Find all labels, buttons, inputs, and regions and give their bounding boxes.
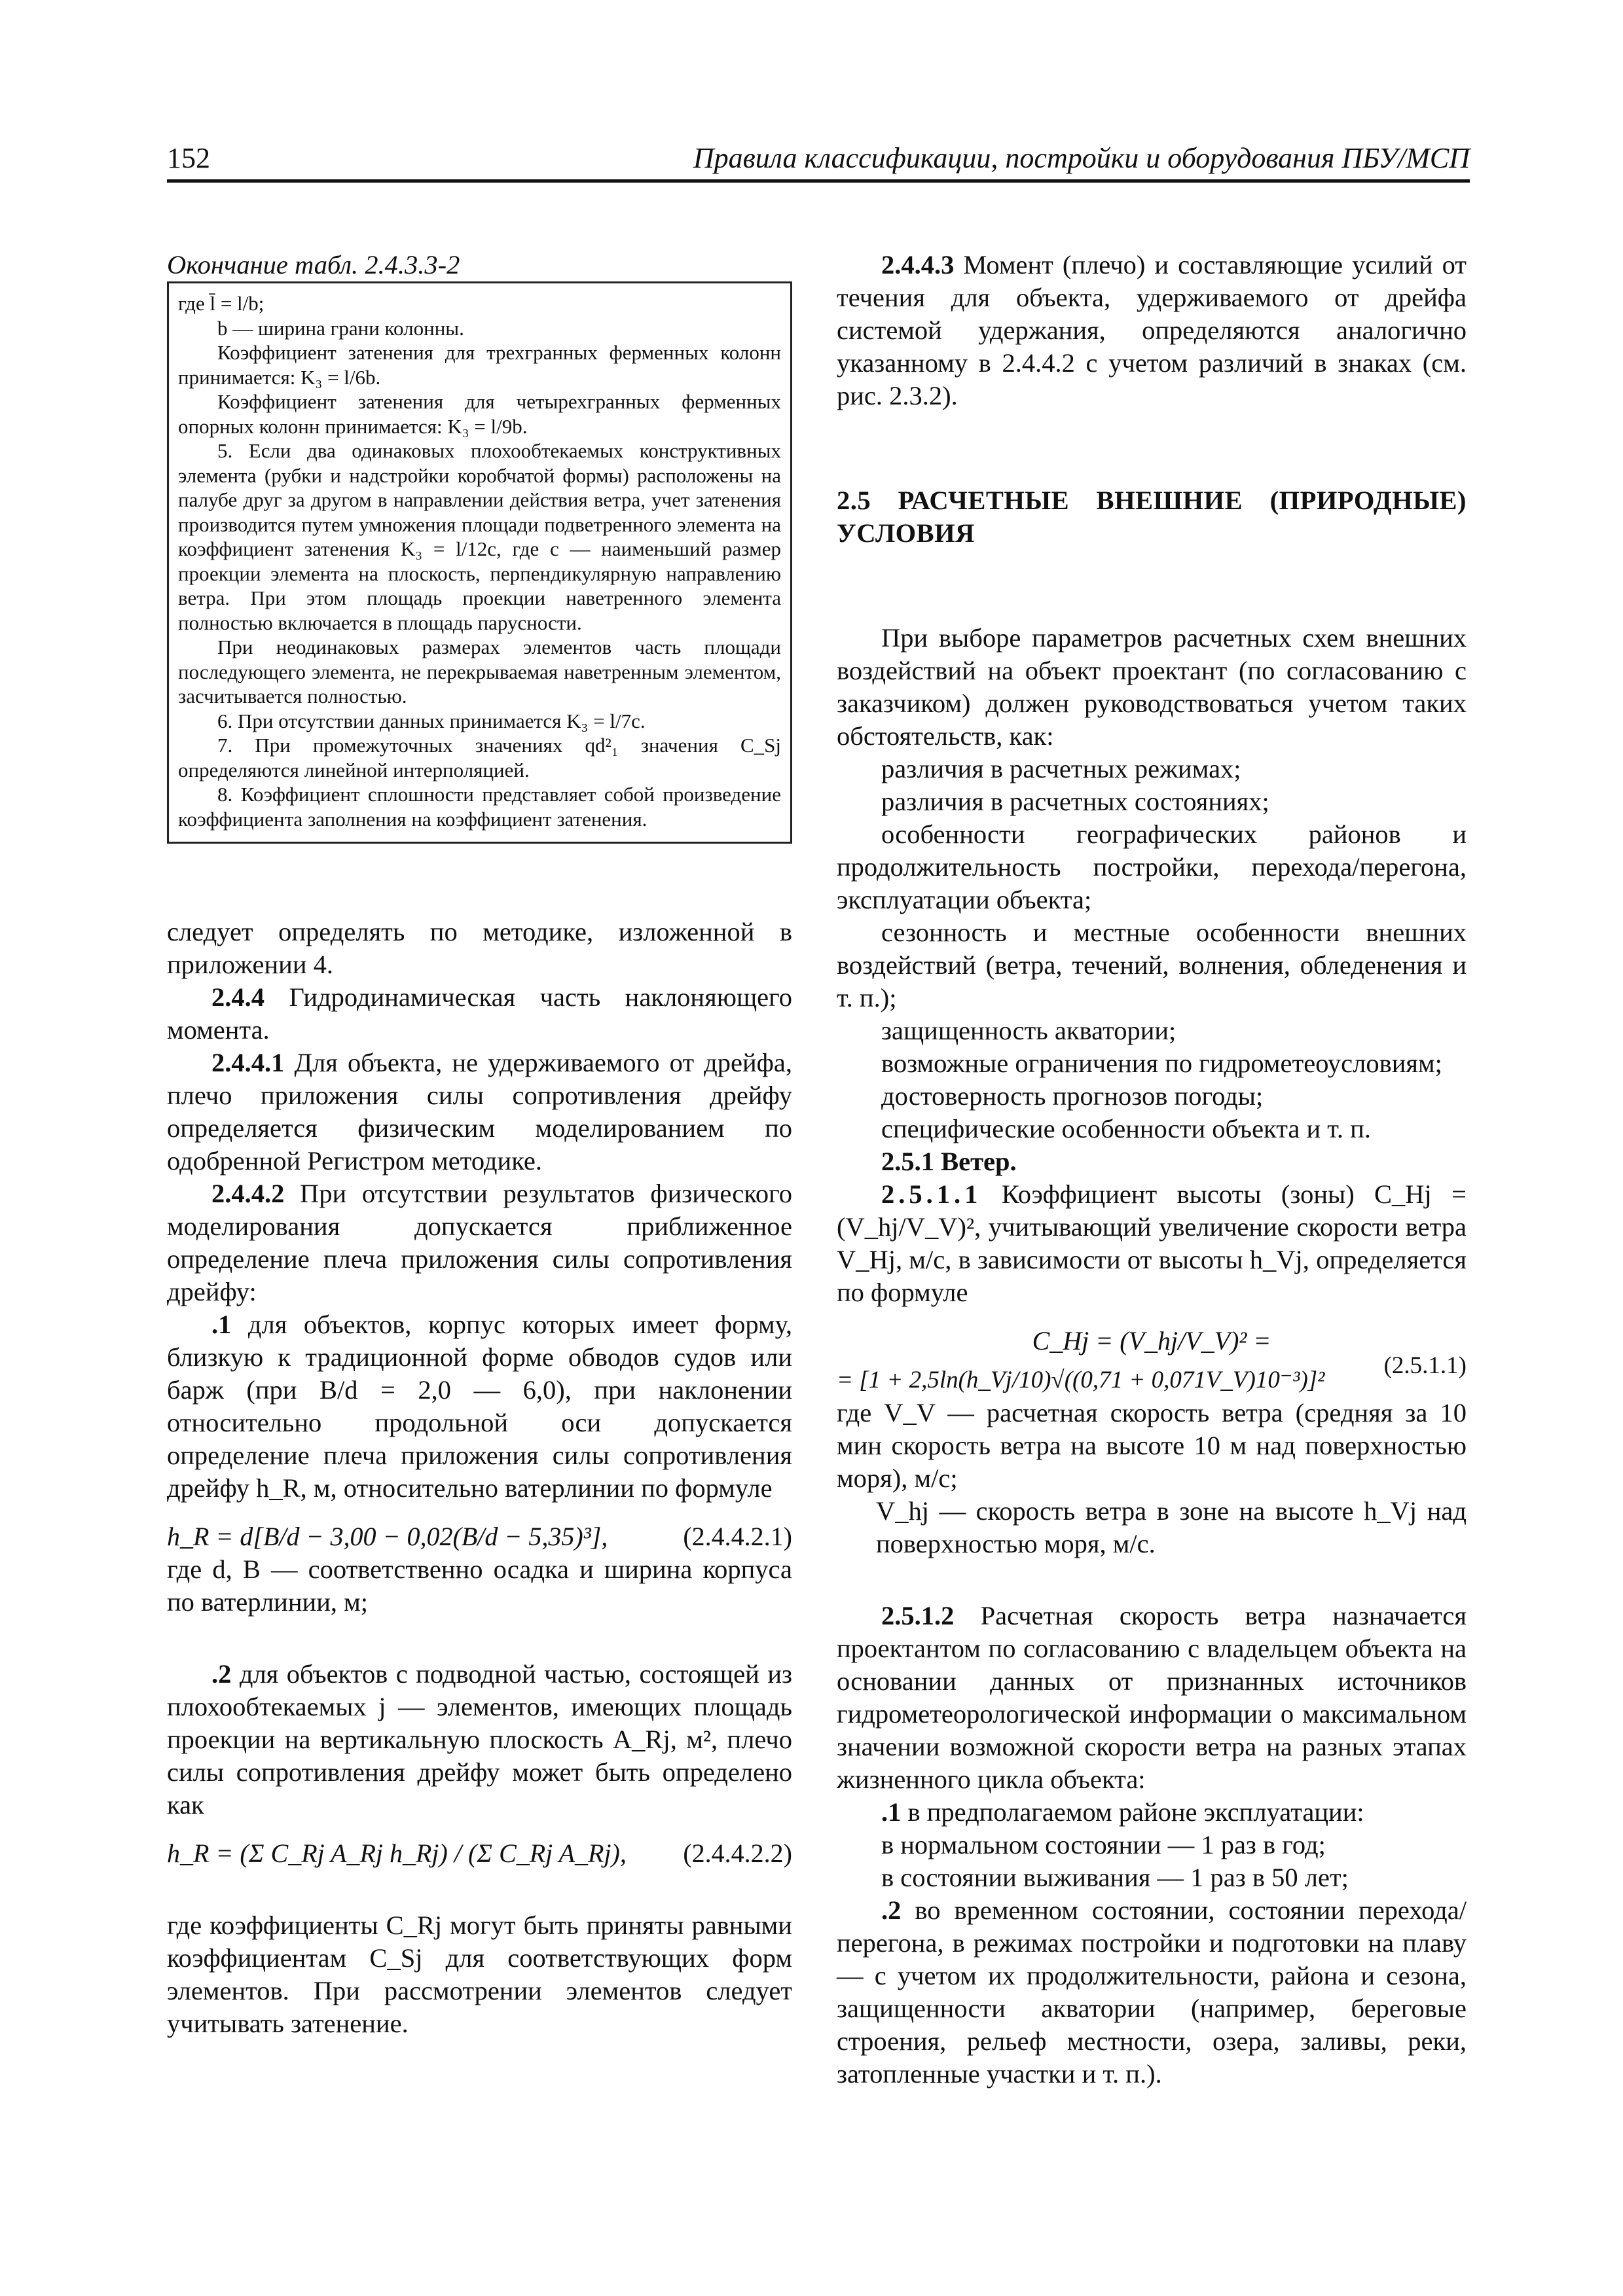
section-2-4-4-2: 2.4.4.2 При отсутствии результатов физического моделирования допускается приближенное определение плеча приложения силы сопротивления дрейфу: — [167, 1179, 792, 1306]
note-line: Коэффициент затенения для трехгранных ферменных колонн принимается: K₃ = l/6b. — [178, 341, 781, 389]
where-clause: где d, B — соответственно осадка и ширина корпуса по ватерлинии, м; — [167, 1554, 792, 1617]
section-2-5-1-1: 2.5.1.1 Коэффициент высоты (зоны) C_Hj = (V_hj/V_V)², учитывающий увеличение скорости ветра V_Hj, м/с, в зависимости от высоты h_Vj, определяется по формуле — [837, 1179, 1467, 1307]
item-1: .1 для объектов, корпус которых имеет форму, близкую к традиционной форме обводов судов или барж (при B/d = 2,0 — 6,0), при наклонении относительно продольной оси допускается определение плеча приложения силы сопротивления дрейфу h_R, м, относительно ватерлинии по формуле — [167, 1310, 792, 1503]
equation-number: (2.4.4.2.2) — [683, 1839, 792, 1868]
item-2: .2 для объектов с подводной частью, состоящей из плохообтекаемых j — элементов, имеющих площадь проекции на вертикальную плоскость A_Rj, м², плечо силы сопротивления дрейфу может быть определено как — [167, 1659, 792, 1820]
note-line: b — ширина грани колонны. — [217, 316, 464, 340]
section-2-5-1-2: 2.5.1.2 Расчетная скорость ветра назначается проектантом по согласованию с владельцем объекта на основании данных от признанных источников гидрометеорологической информации о максимальном значении возможной скорости ветра на разных этапах жизненного цикла объекта: — [837, 1601, 1467, 1794]
list-item: возможные ограничения по гидрометеоусловиям; — [881, 1049, 1442, 1078]
paragraph-choice: При выборе параметров расчетных схем внешних воздействий на объект проектант (по согласованию с заказчиком) должен руководствоваться учетом таких обстоятельств, как: — [837, 623, 1467, 751]
note-line: 7. При промежуточных значениях qd²₁ значения C_Sj определяются линейной интерполяцией. — [178, 734, 781, 781]
formula-2-5-1-1: C_Hj = (V_hj/V_V)² = — [1032, 1326, 1271, 1355]
header-rule — [167, 179, 1470, 183]
note-line: 8. Коэффициент сплошности представляет собой произведение коэффициента заполнения на коэффициент затенения. — [178, 783, 781, 831]
running-title: Правила классификации, постройки и оборудования ПБУ/МСП — [693, 142, 1470, 174]
note-line: При неодинаковых размерах элементов часть площади последующего элемента, не перекрываемая наветренным элементом, засчитывается полностью. — [178, 636, 781, 708]
list-item: в нормальном состоянии — 1 раз в год; — [881, 1830, 1326, 1859]
where-clause: V_hj — скорость ветра в зоне на высоте h_Vj над поверхностью моря, м/с. — [876, 1496, 1467, 1558]
where-clause: где V_V — расчетная скорость ветра (средняя за 10 мин скорость ветра на высоте 10 м над поверхностью моря), м/с; — [837, 1398, 1467, 1493]
right-item-2: .2 во временном состоянии, состоянии перехода/перегона, в режимах постройки и подготовки на плаву — с учетом их продолжительности, района и сезона, защищенности акватории (например, береговые строения, рельеф местности, озера, заливы, реки, затопленные участки и т. п.). — [837, 1895, 1467, 2089]
list-item: защищенность акватории; — [881, 1016, 1176, 1045]
table-caption: Окончание табл. 2.4.3.3-2 — [167, 250, 460, 279]
list-item: различия в расчетных состояниях; — [881, 787, 1269, 816]
equation-number: (2.5.1.1) — [1383, 1352, 1467, 1379]
section-2-5-1: 2.5.1 Ветер. — [881, 1147, 1017, 1176]
note-line: Коэффициент затенения для четырехгранных ферменных опорных колонн принимается: K₃ = l/9b. — [178, 390, 781, 438]
note-line: 5. Если два одинаковых плохообтекаемых конструктивных элемента (рубки и надстройки коробчатой формы) расположены на палубе друг за другом в направлении действия ветра, учет затенения производится путем умножения площади подветренного элемента на коэффициент затенения K₃ = l/12c, где c — наименьший размер проекции элемента на плоскость, перпендикулярную направлению ветра. При этом площадь проекции наветренного элемента полностью включается в площадь парусности. — [178, 439, 781, 634]
note-line: где l̄ = l/b; — [178, 292, 264, 315]
right-column — [837, 249, 1467, 2090]
section-2-4-4-1: 2.4.4.1 Для объекта, не удерживаемого от дрейфа, плечо приложения силы сопротивления дрейфу определяется физическим моделированием по одобренной Регистром методике. — [167, 1048, 792, 1175]
section-heading-2-5: 2.5 РАСЧЕТНЫЕ ВНЕШНИЕ (ПРИРОДНЫЕ) УСЛОВИЯ — [837, 486, 1467, 548]
left-column — [167, 249, 792, 2040]
list-item: специфические особенности объекта и т. п. — [881, 1114, 1371, 1143]
list-item: различия в расчетных режимах; — [881, 754, 1241, 783]
table-notes-box — [167, 281, 792, 844]
formula-2-5-1-1-line2: = [1 + 2,5ln(h_Vj/10)√((0,71 + 0,071V_V)10⁻³)]² (2.5.1.1) — [837, 1364, 1467, 1397]
formula-2-4-4-2-1: h_R = d[B/d − 3,00 − 0,02(B/d − 5,35)³], (2.4.4.2.1) — [167, 1520, 792, 1553]
right-item-1: .1 в предполагаемом районе эксплуатации: — [881, 1797, 1364, 1827]
running-header — [167, 139, 1470, 182]
section-2-4-4-3: 2.4.4.3 Момент (плечо) и составляющие усилий от течения для объекта, удерживаемого от дрейфа системой удержания, определяются аналогично указанному в 2.4.4.2 с учетом различий в знаках (см. рис. 2.3.2). — [837, 250, 1467, 410]
list-item: в состоянии выживания — 1 раз в 50 лет; — [881, 1863, 1349, 1892]
equation-number: (2.4.4.2.1) — [683, 1522, 792, 1551]
paragraph-final: где коэффициенты C_Rj могут быть приняты равными коэффициентам C_Sj для соответствующих форм элементов. При рассмотрении элементов следует учитывать затенение. — [167, 1910, 792, 2038]
formula-2-4-4-2-2: h_R = (Σ C_Rj A_Rj h_Rj) / (Σ C_Rj A_Rj), (2.4.4.2.2) — [167, 1837, 792, 1870]
list-item: особенности географических районов и продолжительность постройки, перехода/перегона, эксплуатации объекта; — [837, 819, 1467, 914]
list-item: достоверность прогнозов погоды; — [881, 1081, 1264, 1111]
note-line: 6. При отсутствии данных принимается K₃ = l/7c. — [217, 709, 646, 732]
list-item: сезонность и местные особенности внешних воздействий (ветра, течений, волнения, обледенения и т. п.); — [837, 918, 1467, 1013]
section-2-4-4: 2.4.4 Гидродинамическая часть наклоняющего момента. — [167, 982, 792, 1045]
paragraph-intro: следует определять по методике, изложенной в приложении 4. — [167, 917, 792, 979]
page-number: 152 — [167, 142, 210, 174]
